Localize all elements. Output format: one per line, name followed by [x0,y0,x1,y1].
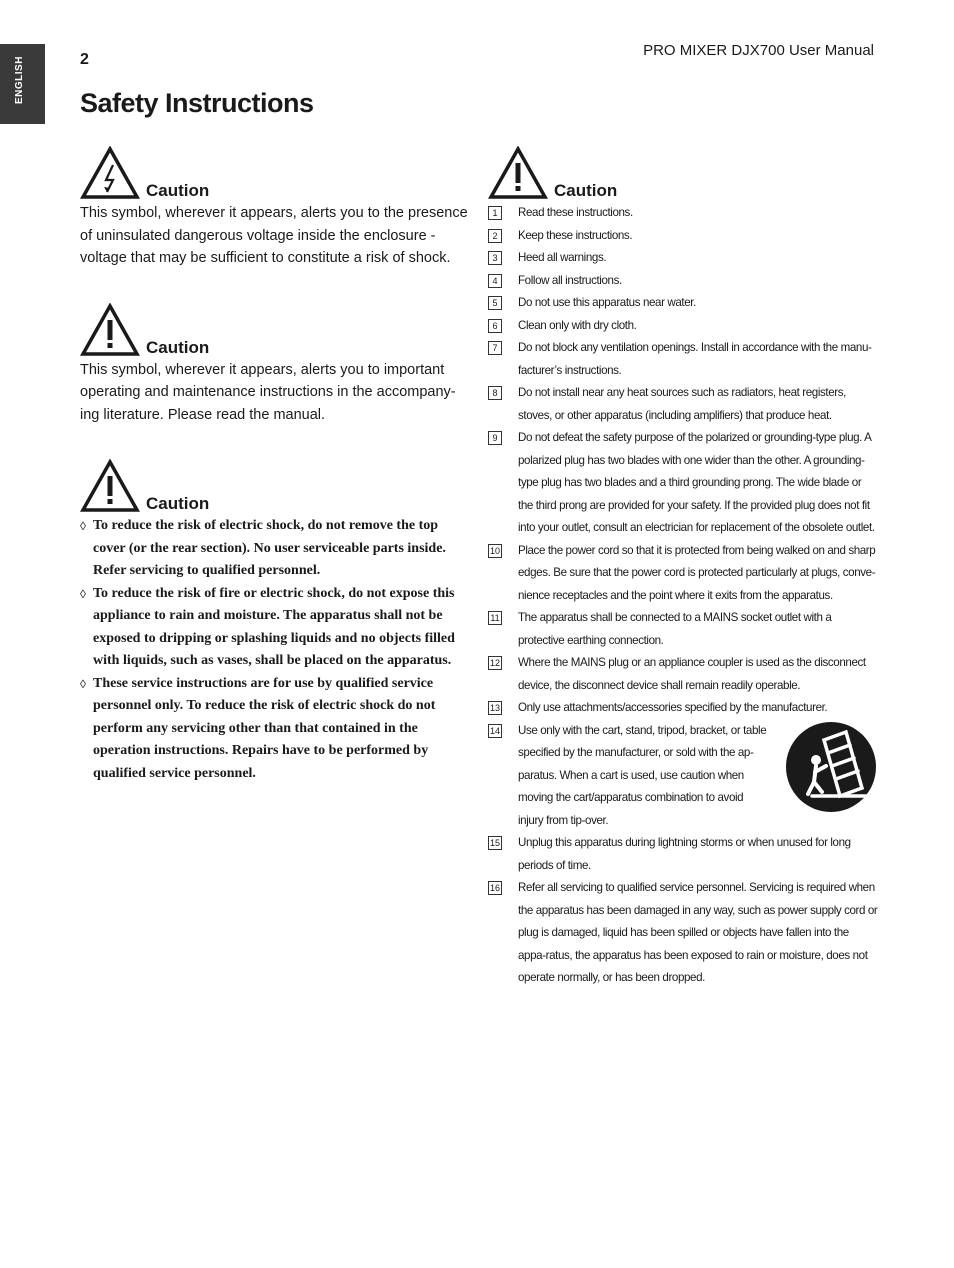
list-item-text: Read these instructions. [518,206,633,219]
list-item-text: These service instructions are for use by qualified service personnel only. To reduce the risk of electric shock do not perform any servicing other than that contained in the operation instructions. Repairs have to be performed by qualified service personnel. [93,675,436,781]
list-item-text: Refer all servicing to qualified service personnel. Servicing is required when the apparatus has been damaged in any way, such as power supply cord or plug is damaged, liquid has been spilled or objects have fallen into the appa-ratus, the apparatus has been exposed to rain or moisture, does not operate normally, or has been dropped. [518,881,878,984]
item-number: 8 [488,386,502,400]
diamond-bullet-icon: ◊ [80,519,86,533]
list-item [488,315,878,338]
item-number: 13 [489,703,500,713]
list-item [488,877,878,990]
exclamation-warning-icon [80,303,140,357]
list-item [488,427,878,540]
caution-title: Caution [146,337,210,357]
item-number: 6 [488,319,502,333]
list-item [488,540,878,608]
list-item [80,515,470,583]
list-item-text: Where the MAINS plug or an appliance coupler is used as the disconnect device, the disconnect device shall remain readily operable. [518,656,866,692]
page-title: Safety Instructions [80,88,314,118]
caution-header [80,303,470,359]
list-item [488,337,878,382]
list-item-text: Use only with the cart, stand, tripod, bracket, or table specified by the manufacturer, or sold with the ap-paratus. When a cart is used, use caution when moving the cart/apparatus combination to avoid injury from tip-over. [518,723,767,827]
list-item-text: Heed all warnings. [518,251,607,264]
list-item-text: To reduce the risk of fire or electric shock, do not expose this appliance to rain and moisture. The apparatus shall not be exposed to dripping or splashing liquids and no objects filled with liquids, such as vases, shall be placed on the apparatus. [93,585,455,668]
list-item [488,382,878,427]
item-number: 1 [488,206,502,220]
list-item [488,697,878,720]
language-label: ENGLISH [14,56,25,104]
item-number: 2 [488,229,502,243]
caution-warnings-block [80,459,470,785]
list-item-text: Only use attachments/accessories specified by the manufacturer. [518,701,828,714]
list-item [488,225,878,248]
item-number: 14 [489,725,500,736]
list-item [488,292,878,315]
list-item [488,652,878,697]
caution-text: This symbol, wherever it appears, alerts you to important operating and maintenance instructions in the accompany-ing literature. Please read the manual. [80,361,456,423]
list-item [488,270,878,293]
safety-instruction-list [488,202,878,990]
list-item-text: Do not install near any heat sources such as radiators, heat registers, stoves, or other apparatus (including amplifiers) that produce heat. [518,386,846,422]
item-number: 11 [488,611,502,625]
list-item-text: Unplug this apparatus during lightning storms or when unused for long periods of time. [518,836,851,872]
caution-title: Caution [146,494,210,513]
language-tab [0,44,45,124]
list-item [80,583,470,673]
left-column [80,146,470,785]
exclamation-warning-icon [80,459,140,513]
diamond-bullet-icon: ◊ [80,586,86,601]
item-number: 3 [488,251,502,265]
caution-header [488,146,878,202]
exclamation-warning-icon [488,146,548,200]
list-item [488,720,878,833]
cart-tipover-warning-icon [784,720,878,814]
page-number: 2 [80,51,89,68]
lightning-warning-icon [80,146,140,200]
caution-title: Caution [146,181,210,200]
item-number: 16 [489,883,500,893]
list-item [488,247,878,270]
list-item-text: Place the power cord so that it is protected from being walked on and sharp edges. Be sure that the power cord is protected particularly at plugs, conve-nience receptacles and the point where it exits from the apparatus. [518,543,876,602]
diamond-bullet-icon: ◊ [80,676,86,691]
list-item-text: Do not block any ventilation openings. Install in accordance with the manu-facturer’s instructions. [518,341,872,377]
list-item [488,607,878,652]
list-item-text: Clean only with dry cloth. [518,318,637,332]
item-number: 9 [488,431,502,445]
right-column [488,146,878,990]
list-item-text: Do not use this apparatus near water. [518,296,696,309]
item-number: 7 [488,341,502,355]
list-item [80,673,470,786]
list-item [488,832,878,877]
item-number: 15 [489,838,500,848]
item-number: 10 [489,545,500,556]
list-item-text: To reduce the risk of electric shock, do not remove the top cover (or the rear section). No user serviceable parts inside. Refer servicing to qualified personnel. [93,518,446,578]
caution-voltage-block [80,146,470,270]
list-item [488,202,878,225]
warning-list [80,515,470,785]
caution-instructions-block [80,303,470,427]
list-item-text: Do not defeat the safety purpose of the polarized or grounding-type plug. A polarized plug has two blades with one wider than the other. A grounding-type plug has two blades and a third grounding prong. The wide blade or the third prong are provided for your safety. If the provided plug does not fit into your outlet, consult an electrician for replacement of the obsolete outlet. [518,431,875,534]
item-number: 4 [488,274,502,288]
caution-header [80,459,470,515]
item-number: 12 [489,658,500,668]
list-item-text: The apparatus shall be connected to a MAINS socket outlet with a protective earthing connection. [518,611,832,647]
list-item-text: Follow all instructions. [518,273,622,287]
manual-title: PRO MIXER DJX700 User Manual [643,42,874,59]
caution-header [80,146,470,202]
caution-title: Caution [554,181,618,200]
caution-text: This symbol, wherever it appears, alerts you to the presence of uninsulated dangerous voltage inside the enclosure - voltage that may be sufficient to constitute a risk of shock. [80,205,468,266]
item-number: 5 [488,296,502,310]
list-item-text: Keep these instructions. [518,228,633,242]
